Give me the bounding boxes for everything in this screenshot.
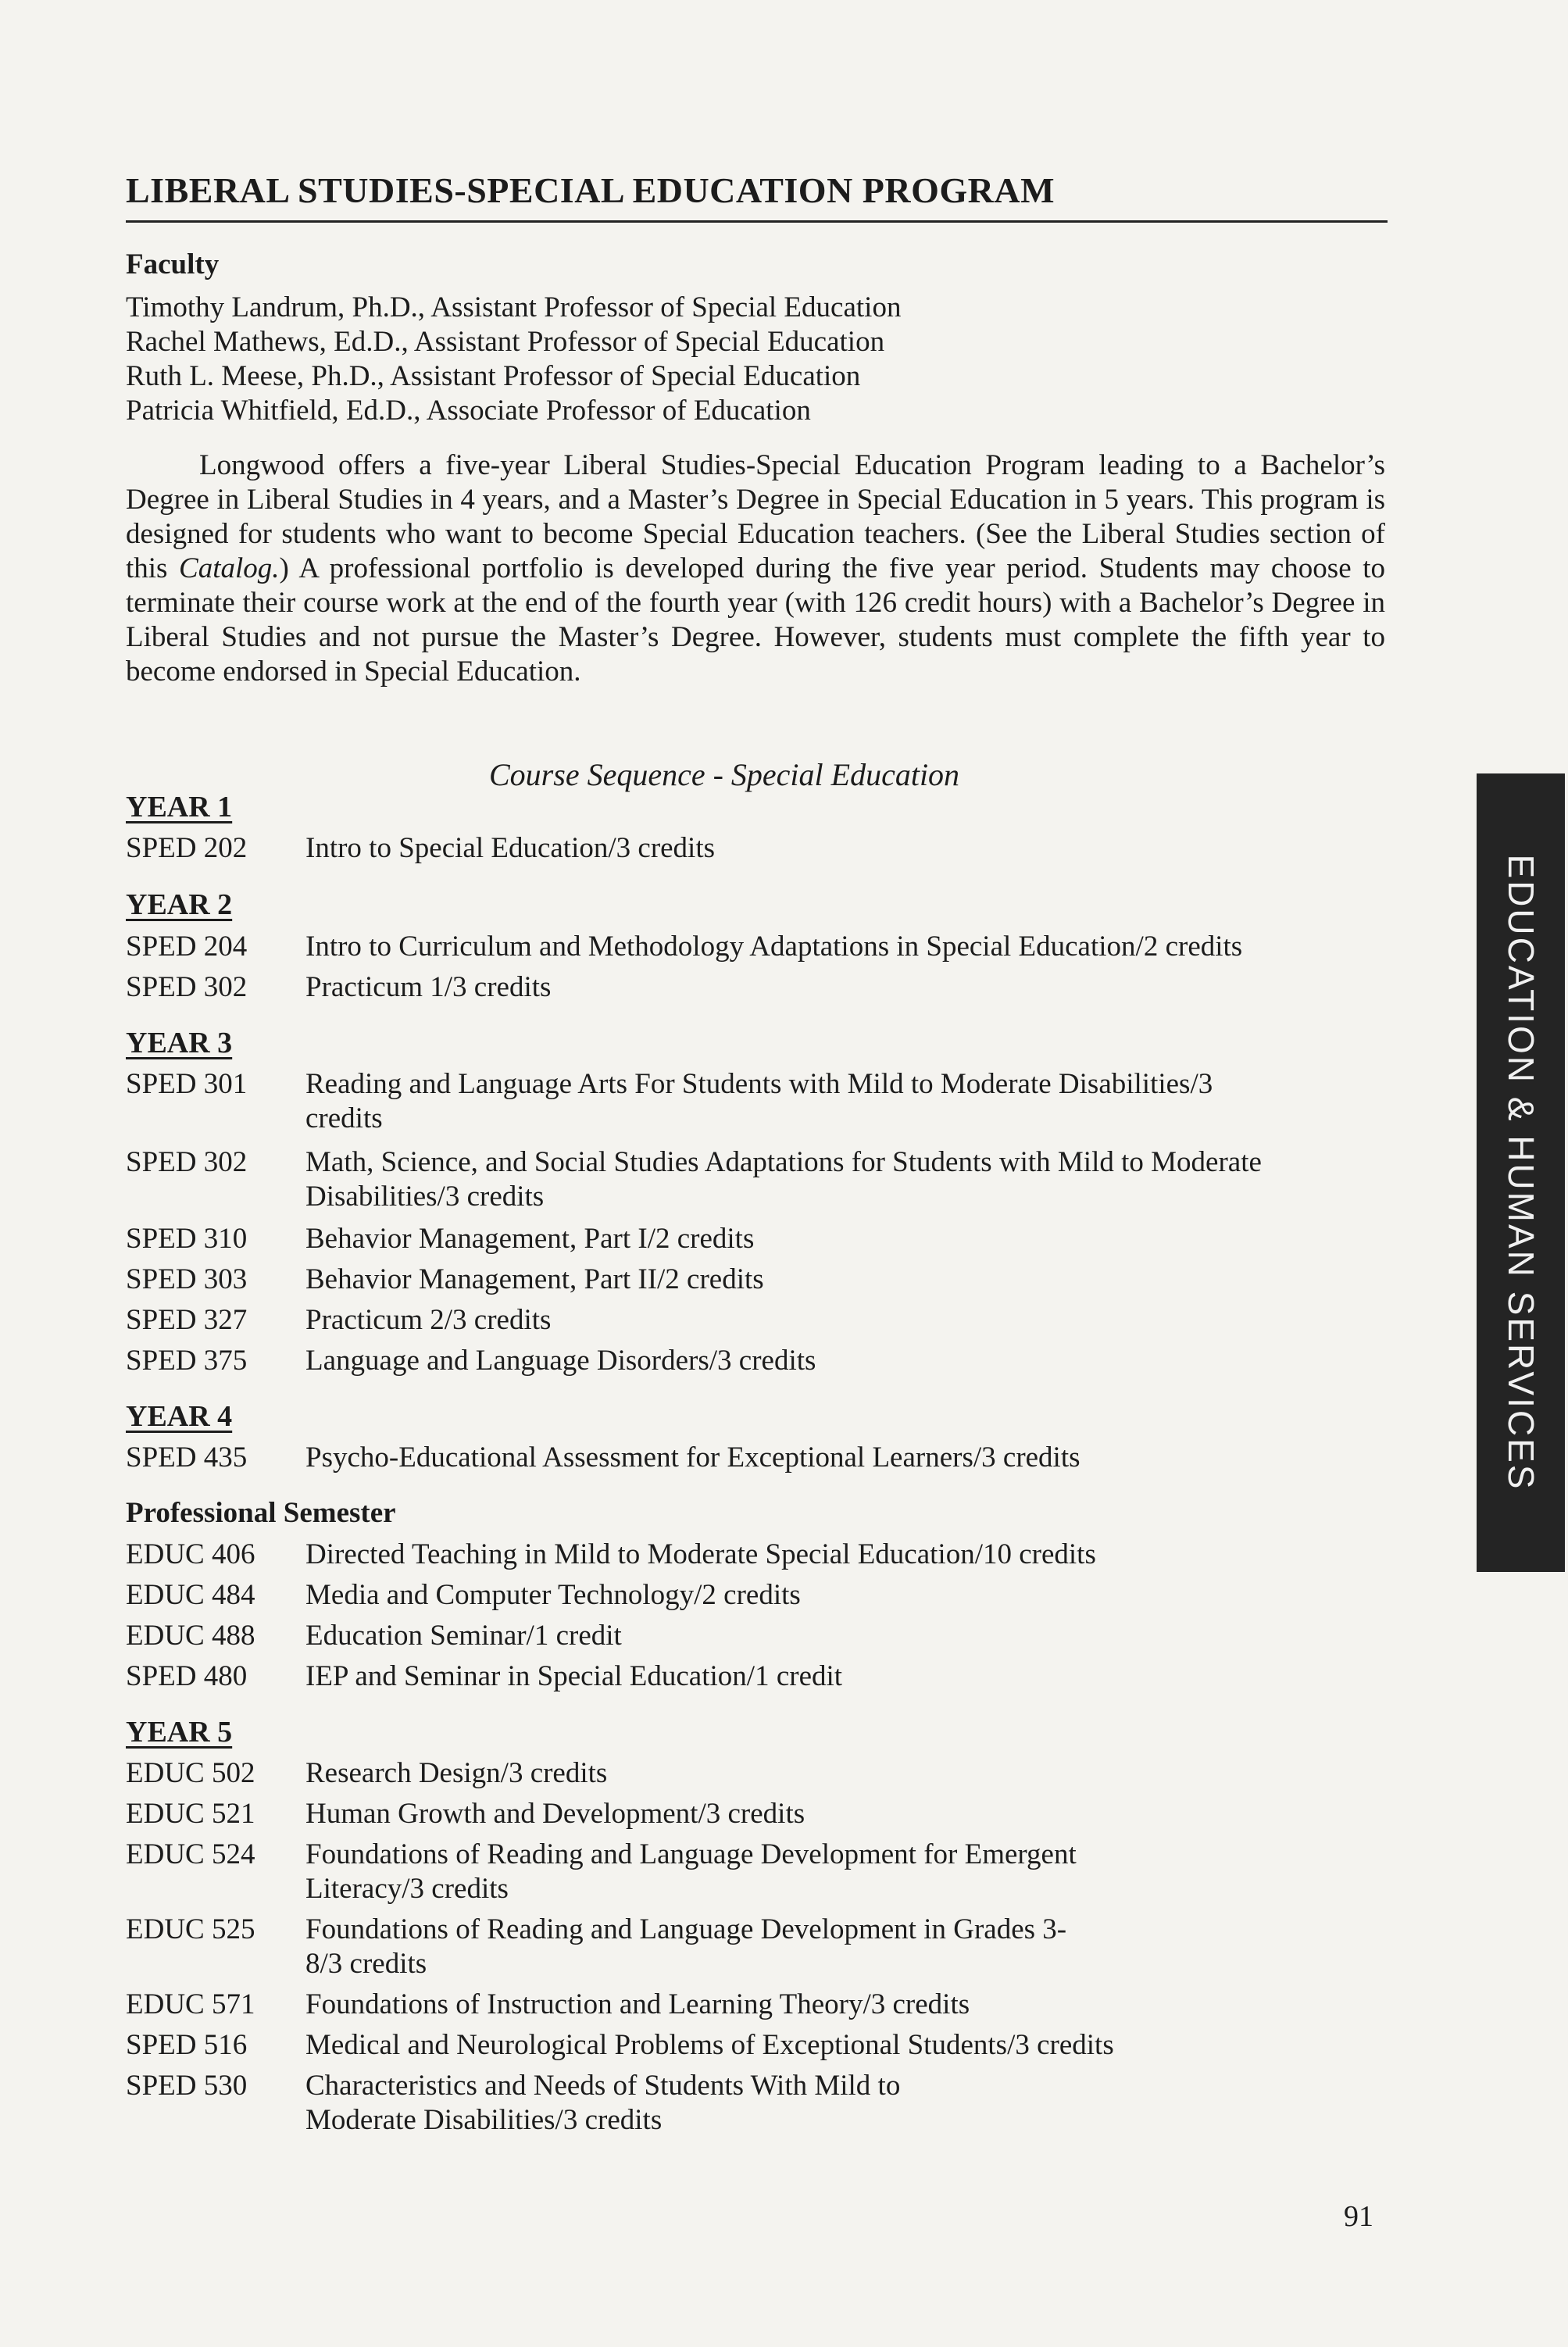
course-description: Medical and Neurological Problems of Exceptional Students/3 credits bbox=[305, 2029, 1114, 2061]
faculty-member: Ruth L. Meese, Ph.D., Assistant Professor of Special Education bbox=[126, 360, 861, 392]
course-code: SPED 530 bbox=[126, 2070, 248, 2102]
course-code: SPED 301 bbox=[126, 1068, 248, 1100]
description-text: Longwood offers a five-year Liberal Studies-Special Education Program leading to a Bachelor’s Degree in Liberal Studies in 4 years, and a Master’s Degree in Special Education in 5 years. This program is designed for students who want to become Special Education teachers. (See the Liberal Studies section of this bbox=[126, 449, 1385, 584]
section-tab-label: EDUCATION & HUMAN SERVICES bbox=[1500, 854, 1541, 1491]
course-description: Education Seminar/1 credit bbox=[305, 1620, 622, 1652]
course-description: Practicum 2/3 credits bbox=[305, 1304, 552, 1336]
course-description: Behavior Management, Part I/2 credits bbox=[305, 1223, 755, 1255]
course-description: Media and Computer Technology/2 credits bbox=[305, 1579, 801, 1611]
course-description: Foundations of Reading and Language Development in Grades 3-8/3 credits bbox=[305, 1913, 1067, 1980]
course-description: Research Design/3 credits bbox=[305, 1757, 608, 1789]
course-code: SPED 302 bbox=[126, 1146, 248, 1178]
course-description: Intro to Special Education/3 credits bbox=[305, 832, 716, 864]
year-3-heading: YEAR 3 bbox=[126, 1027, 233, 1059]
course-description: Characteristics and Needs of Students With Mild to Moderate Disabilities/3 credits bbox=[305, 2070, 901, 2136]
professional-semester-heading: Professional Semester bbox=[126, 1497, 396, 1529]
course-code: EDUC 524 bbox=[126, 1838, 255, 1870]
course-code: EDUC 488 bbox=[126, 1620, 255, 1652]
course-code: EDUC 525 bbox=[126, 1913, 255, 1945]
course-description: Language and Language Disorders/3 credits bbox=[305, 1345, 816, 1377]
course-code: EDUC 521 bbox=[126, 1798, 255, 1830]
program-description bbox=[126, 448, 1385, 689]
year-1-heading: YEAR 1 bbox=[126, 791, 233, 823]
section-side-tab bbox=[1477, 773, 1565, 1572]
course-description: IEP and Seminar in Special Education/1 credit bbox=[305, 1660, 843, 1692]
course-code: SPED 480 bbox=[126, 1660, 248, 1692]
course-code: SPED 202 bbox=[126, 832, 248, 864]
course-description: Behavior Management, Part II/2 credits bbox=[305, 1263, 764, 1295]
course-code: SPED 435 bbox=[126, 1441, 248, 1474]
course-code: SPED 327 bbox=[126, 1304, 248, 1336]
course-description: Foundations of Instruction and Learning Theory/3 credits bbox=[305, 1988, 970, 2020]
course-description: Directed Teaching in Mild to Moderate Special Education/10 credits bbox=[305, 1538, 1096, 1570]
course-code: EDUC 571 bbox=[126, 1988, 255, 2020]
catalog-title: Catalog. bbox=[179, 552, 280, 584]
course-description: Foundations of Reading and Language Development for Emergent Literacy/3 credits bbox=[305, 1838, 1077, 1905]
course-code: SPED 516 bbox=[126, 2029, 248, 2061]
year-4-heading: YEAR 4 bbox=[126, 1400, 233, 1433]
description-text-continued: ) A professional portfolio is developed during the five year period. Students may choose to terminate their course work at the end of the fourth year (with 126 credit hours) with a Bachelor’s Degree in Liberal Studies and not pursue the Master’s Degree. However, students must complete the fifth year to become endorsed in Special Education. bbox=[126, 552, 1385, 688]
course-code: SPED 310 bbox=[126, 1223, 248, 1255]
course-description: Intro to Curriculum and Methodology Adaptations in Special Education/2 credits bbox=[305, 931, 1243, 963]
faculty-heading: Faculty bbox=[126, 248, 220, 280]
course-code: SPED 375 bbox=[126, 1345, 248, 1377]
course-description: Practicum 1/3 credits bbox=[305, 971, 552, 1003]
course-description: Math, Science, and Social Studies Adaptations for Students with Mild to Moderate Disabilities/3 credits bbox=[305, 1146, 1262, 1213]
faculty-list bbox=[126, 291, 1376, 428]
course-code: SPED 302 bbox=[126, 971, 248, 1003]
page-number: 91 bbox=[1344, 2200, 1373, 2233]
course-code: EDUC 502 bbox=[126, 1757, 255, 1789]
course-description: Psycho-Educational Assessment for Exceptional Learners/3 credits bbox=[305, 1441, 1080, 1474]
faculty-member: Rachel Mathews, Ed.D., Assistant Professor of Special Education bbox=[126, 326, 885, 358]
page-title: LIBERAL STUDIES-SPECIAL EDUCATION PROGRAM bbox=[126, 167, 1388, 223]
course-code: SPED 303 bbox=[126, 1263, 248, 1295]
course-code: EDUC 406 bbox=[126, 1538, 255, 1570]
year-5-heading: YEAR 5 bbox=[126, 1716, 233, 1749]
course-sequence-title: Course Sequence - Special Education bbox=[489, 757, 960, 792]
faculty-member: Patricia Whitfield, Ed.D., Associate Professor of Education bbox=[126, 395, 811, 427]
course-code: EDUC 484 bbox=[126, 1579, 255, 1611]
course-description: Human Growth and Development/3 credits bbox=[305, 1798, 805, 1830]
course-code: SPED 204 bbox=[126, 931, 248, 963]
year-2-heading: YEAR 2 bbox=[126, 888, 233, 921]
course-description: Reading and Language Arts For Students with Mild to Moderate Disabilities/3 credits bbox=[305, 1068, 1213, 1134]
faculty-member: Timothy Landrum, Ph.D., Assistant Professor of Special Education bbox=[126, 291, 902, 323]
